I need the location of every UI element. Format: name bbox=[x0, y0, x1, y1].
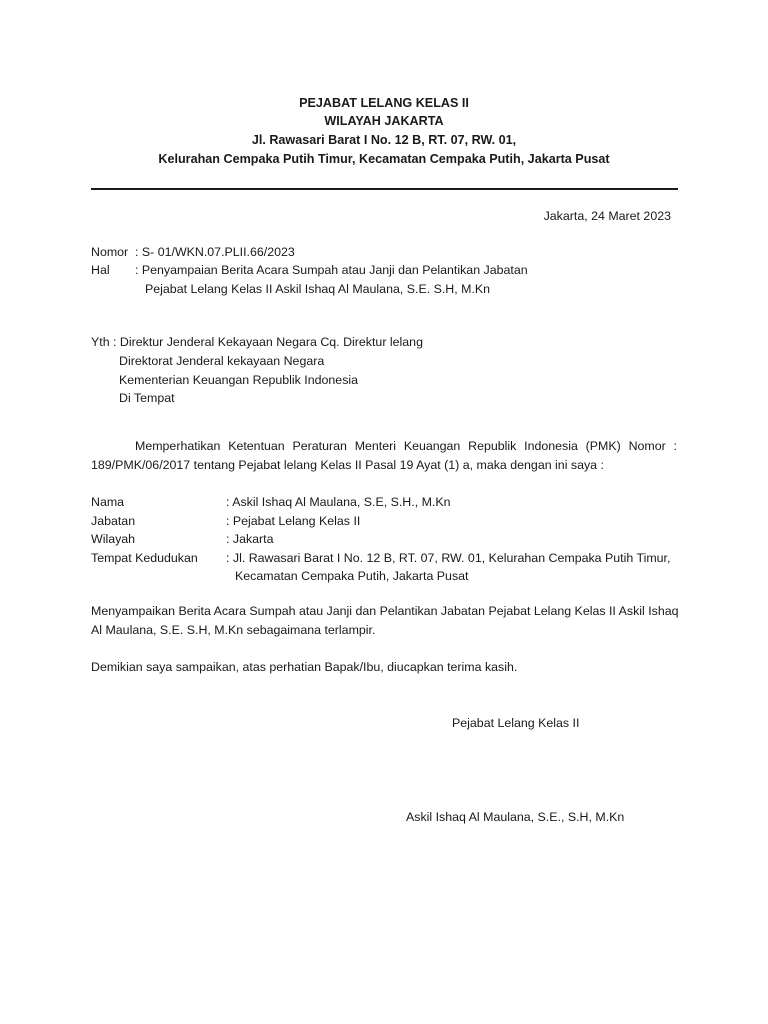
signatory-name: Askil Ishaq Al Maulana, S.E., S.H, M.Kn bbox=[406, 810, 625, 824]
letterhead-divider bbox=[91, 188, 678, 190]
recipient-line-1: Yth : Direktur Jenderal Kekayaan Negara Cq. Direktur lelang bbox=[91, 335, 423, 349]
jabatan-value: : Pejabat Lelang Kelas II bbox=[226, 514, 361, 528]
nama-value: : Askil Ishaq Al Maulana, S.E, S.H., M.Kn bbox=[226, 495, 451, 509]
signatory-title: Pejabat Lelang Kelas II bbox=[452, 716, 580, 730]
nomor-label: Nomor bbox=[91, 245, 129, 259]
body-line-2: Al Maulana, S.E. S.H, M.Kn sebagaimana terlampir. bbox=[91, 623, 376, 637]
hal-value-continued: Pejabat Lelang Kelas II Askil Ishaq Al Maulana, S.E. S.H, M.Kn bbox=[145, 282, 491, 296]
wilayah-value: : Jakarta bbox=[226, 532, 274, 546]
letterhead-region: WILAYAH JAKARTA bbox=[324, 114, 444, 128]
kedudukan-label: Tempat Kedudukan bbox=[91, 551, 198, 565]
recipient-line-2: Direktorat Jenderal kekayaan Negara bbox=[119, 354, 325, 368]
recipient-line-3: Kementerian Keuangan Republik Indonesia bbox=[119, 373, 359, 387]
nama-label: Nama bbox=[91, 495, 125, 509]
letter-date: Jakarta, 24 Maret 2023 bbox=[543, 209, 671, 223]
kedudukan-value-continued: Kecamatan Cempaka Putih, Jakarta Pusat bbox=[235, 569, 469, 583]
recipient-line-4: Di Tempat bbox=[119, 391, 175, 405]
letterhead-address-detail: Kelurahan Cempaka Putih Timur, Kecamatan Cempaka Putih, Jakarta Pusat bbox=[158, 152, 610, 166]
hal-value: : Penyampaian Berita Acara Sumpah atau Janji dan Pelantikan Jabatan bbox=[135, 263, 528, 277]
kedudukan-value: : Jl. Rawasari Barat I No. 12 B, RT. 07, RW. 01, Kelurahan Cempaka Putih Timur, bbox=[226, 551, 671, 565]
letterhead-title: PEJABAT LELANG KELAS II bbox=[299, 96, 469, 110]
letterhead-address: Jl. Rawasari Barat I No. 12 B, RT. 07, RW. 01, bbox=[251, 133, 517, 147]
closing-sentence: Demikian saya sampaikan, atas perhatian Bapak/Ibu, diucapkan terima kasih. bbox=[91, 660, 518, 674]
intro-line-1: Memperhatikan Ketentuan Peraturan Menteri Keuangan Republik Indonesia (PMK) Nomor : bbox=[135, 439, 677, 453]
body-line-1: Menyampaikan Berita Acara Sumpah atau Janji dan Pelantikan Jabatan Pejabat Lelang Kelas II Askil Ishaq bbox=[91, 604, 679, 618]
nomor-value: : S- 01/WKN.07.PLII.66/2023 bbox=[135, 245, 295, 259]
wilayah-label: Wilayah bbox=[91, 532, 136, 546]
hal-label: Hal bbox=[91, 263, 110, 277]
jabatan-label: Jabatan bbox=[91, 514, 136, 528]
intro-line-2: 189/PMK/06/2017 tentang Pejabat lelang Kelas II Pasal 19 Ayat (1) a, maka dengan ini saya : bbox=[91, 458, 604, 472]
